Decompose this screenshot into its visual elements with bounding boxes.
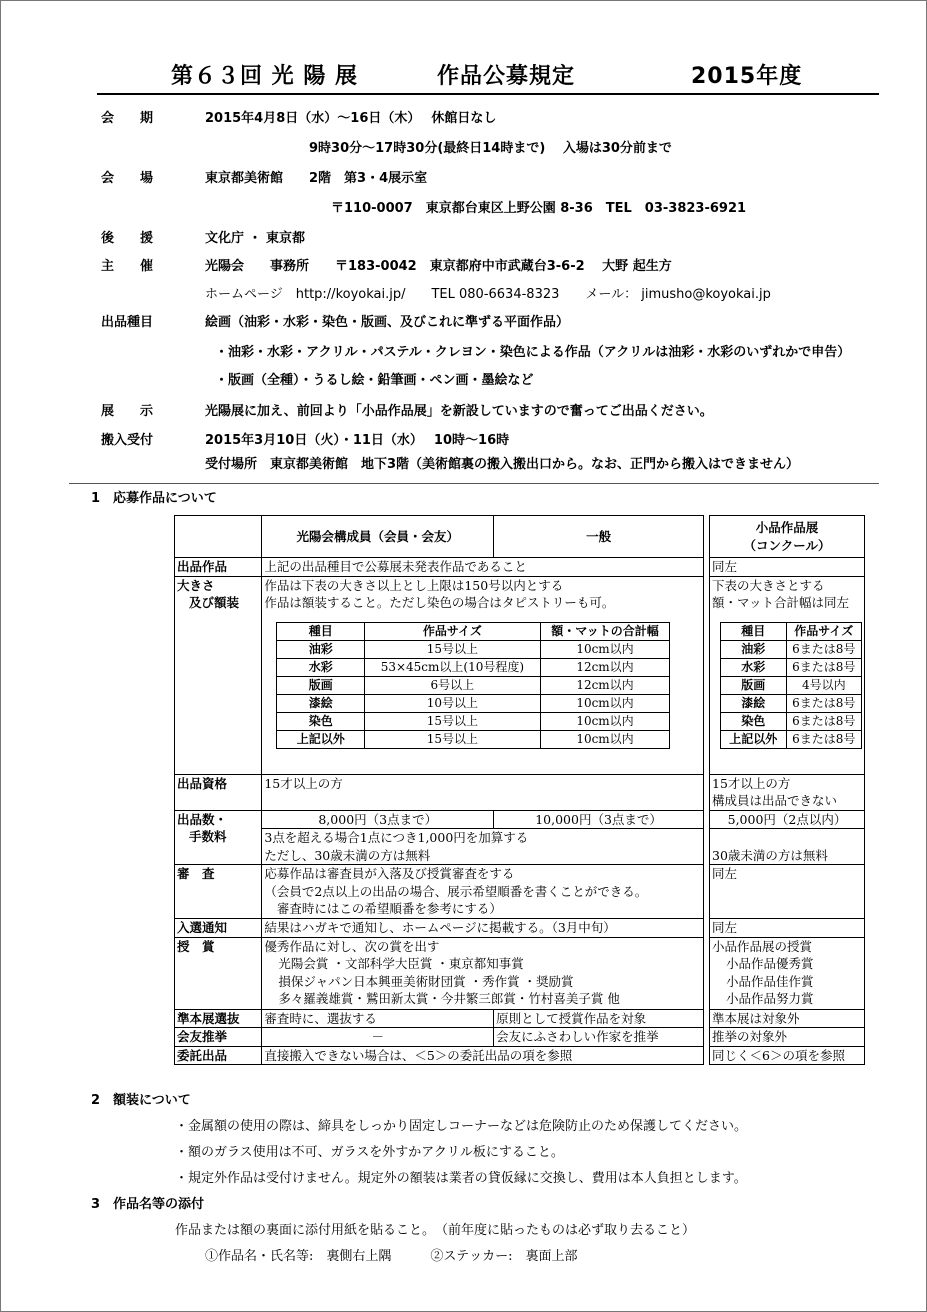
size-label-2: 及び額装 [189,595,240,610]
main-table [174,515,704,1065]
nyusen-text: 結果はハガキで通知し、ホームページに掲載する。（3月中旬） [262,919,704,938]
fiscal-year: 2015年度 [691,64,803,89]
shinsa-text-1: 応募作品は審査員が入落及び授賞審査をする [264,866,515,881]
shinsa-text-3: 審査時にはこの希望順番を参考にする） [264,901,502,916]
section2-line1: ・金属額の使用の際は、締具をしっかり固定しコーナーなどは危険防止のため保護してください。 [175,1119,748,1134]
section3-title: 3 作品名等の添付 [91,1197,205,1212]
small-itaku: 同じく＜6＞の項を参照 [710,1046,865,1065]
small-size-text-2: 額・マット合計幅は同左 [712,595,850,610]
hannyu-line2: 受付場所 東京都美術館 地下3階（美術館裏の搬入搬出口から。なお、正門から搬入はできません） [205,457,800,472]
sub-header-frame: 額・マットの合計幅 [540,622,670,640]
sub-size-cell: 6号以上 [365,676,541,694]
itaku-text: 直接搬入できない場合は、＜5＞の委託出品の項を参照 [262,1046,704,1065]
small-shinsa: 同左 [710,865,865,919]
col-general-header: 一般 [494,516,704,558]
small-type-cell: 染色 [721,712,787,730]
small-type-cell: 漆絵 [721,694,787,712]
small-size-value: 6または8号 [786,712,861,730]
small-jusho [710,937,865,1009]
small-jusho-2: 小品作品優秀賞 [726,956,814,971]
jusho-text-4: 多々羅義雄賞・鷲田新太賞・今井繁三郎賞・竹村喜美子賞 他 [278,991,620,1006]
section-rule [69,483,879,484]
fee-member: 8,000円（3点まで） [262,810,494,829]
section3-line2: ①作品名・氏名等: 裏側右上隅 ②ステッカー: 裏面上部 [205,1249,578,1264]
tenji-label: 展 示 [101,404,154,419]
row-label-size [175,576,262,774]
hannyu-label: 搬入受付 [101,433,154,448]
small-kaiyu: 推挙の対象外 [710,1028,865,1047]
row-label-itaku: 委託出品 [175,1046,262,1065]
shurui-label: 出品種目 [101,315,154,330]
fee-label-1: 出品数・ [177,811,228,827]
jusho-text-2: 光陽会賞 ・文部科学大臣賞 ・東京都知事賞 [278,956,524,971]
small-junhon: 準本展は対象外 [710,1009,865,1028]
small-header-1: 小品作品展 [755,520,819,535]
shusai-line1: 光陽会 事務所 〒183-0042 東京都府中市武蔵台3-6-2 大野 起生方 [205,259,672,274]
small-shikaku [710,774,865,810]
kaiyu-general: 会友にふさわしい作家を推挙 [494,1028,704,1047]
small-shikaku-1: 15才以上の方 [712,775,791,791]
shurui-line1: 絵画（油彩・水彩・染色・版画、及びこれに準ずる平面作品） [205,315,570,330]
small-fee: 5,000円（2点以内） [710,810,865,829]
small-size-text-1: 下表の大きさとする [712,577,825,593]
jusho-text-1: 優秀作品に対し、次の賞を出す [264,938,440,954]
size-text-1: 作品は下表の大きさ以上とし上限は150号以内とする [264,577,564,593]
sub-frame-cell: 10cm以内 [540,712,670,730]
col-member-header: 光陽会構成員（会員・会友） [262,516,494,558]
shusai-label: 主 催 [101,259,154,274]
fee-general: 10,000円（3点まで） [494,810,704,829]
small-nyusen: 同左 [710,919,865,938]
small-sub-header-size: 作品サイズ [786,622,861,640]
fee-label-2: 手数料 [189,829,227,844]
regulation-title: 作品公募規定 [437,64,576,89]
size-text-2: 作品は額装すること。ただし染色の場合はタピストリーも可。 [264,595,615,610]
row-label-shinsa: 審 査 [175,865,262,919]
row-label-jusho: 授 賞 [175,937,262,1009]
kaiki-label: 会 期 [101,111,154,126]
shinsa-cell [262,865,704,919]
sub-size-cell: 15号以上 [365,712,541,730]
sub-size-cell: 53×45cm以上(10号程度) [365,658,541,676]
fee-notes [262,829,704,865]
exhibition-name: 第６３回 光 陽 展 [171,64,358,89]
sub-frame-cell: 10cm以内 [540,640,670,658]
jusho-text-3: 損保ジャパン日本興亜美術財団賞 ・秀作賞 ・奨励賞 [278,973,574,989]
small-size-cell [710,576,865,774]
sub-type-cell: 漆絵 [277,694,365,712]
hannyu-line1: 2015年3月10日（火）・11日（水） 10時～16時 [205,433,510,448]
shuppin-text: 上記の出品種目で公募展未発表作品であること [262,558,704,577]
junhon-general: 原則として授賞作品を対象 [494,1009,704,1028]
sub-frame-cell: 12cm以内 [540,676,670,694]
kaijo-label: 会 場 [101,171,154,186]
small-type-cell: 水彩 [721,658,787,676]
fee-note-2: ただし、30歳未満の方は無料 [264,847,431,863]
sub-frame-cell: 10cm以内 [540,694,670,712]
sub-header-type: 種目 [277,622,365,640]
sub-type-cell: 上記以外 [277,730,365,748]
small-size-value: 6または8号 [786,730,861,748]
small-jusho-3: 小品作品佳作賞 [726,973,814,989]
small-jusho-1: 小品作品展の授賞 [712,938,813,954]
row-label-shuppin: 出品作品 [175,558,262,577]
small-type-cell: 版画 [721,676,787,694]
sub-header-size: 作品サイズ [365,622,541,640]
sub-size-cell: 10号以上 [365,694,541,712]
junhon-member: 審査時に、選抜する [262,1009,494,1028]
koen-value: 文化庁 ・ 東京都 [205,231,306,246]
kaiki-line1: 2015年4月8日（水）～16日（木） 休館日なし [205,111,497,126]
shusai-homepage: ホームページ http://koyokai.jp/ TEL 080-6634-8323 メール： jimusho@koyokai.jp [205,287,771,302]
small-size-value: 6または8号 [786,658,861,676]
small-type-cell: 油彩 [721,640,787,658]
koen-label: 後 援 [101,231,154,246]
row-label-kaiyu: 会友推挙 [175,1028,262,1047]
sub-type-cell: 染色 [277,712,365,730]
jusho-cell [262,937,704,1009]
sub-size-cell: 15号以上 [365,730,541,748]
section3-line1: 作品または額の裏面に添付用紙を貼ること。 （前年度に貼ったものは必ず取り去ること） [175,1223,696,1238]
small-works-table [709,515,865,1065]
shinsa-text-2: （会員で2点以上の出品の場合、展示希望順番を書くことができる。 [264,883,648,899]
kaijo-line2: 〒110-0007 東京都台東区上野公園 8-36 TEL 03-3823-6921 [331,201,747,216]
size-subtable [276,622,670,749]
shurui-line3: ・版画（全種）・うるし絵・鉛筆画・ペン画・墨絵など [215,373,534,388]
fee-note-1: 3点を超える場合1点につき1,000円を加算する [264,830,529,845]
small-size-value: 6または8号 [786,640,861,658]
kaiyu-member: － [262,1028,494,1047]
small-shikaku-2: 構成員は出品できない [712,793,838,808]
small-jusho-4: 小品作品努力賞 [726,991,814,1006]
row-label-nyusen: 入選通知 [175,919,262,938]
sub-type-cell: 油彩 [277,640,365,658]
col-small-header [710,516,865,558]
small-type-cell: 上記以外 [721,730,787,748]
sub-frame-cell: 10cm以内 [540,730,670,748]
small-header-2: （コンクール） [743,537,831,553]
shikaku-text: 15才以上の方 [262,774,704,810]
size-cell [262,576,704,774]
size-label-1: 大きさ [177,577,215,593]
sub-size-cell: 15号以上 [365,640,541,658]
shurui-line2: ・油彩・水彩・アクリル・パステル・クレヨン・染色による作品（アクリルは油彩・水彩のいずれかで申告） [215,345,851,360]
section2-line3: ・規定外作品は受付けません。規定外の額装は業者の貸仮縁に交換し、費用は本人負担とします。 [175,1171,747,1186]
section1-title: 1 応募作品について [91,491,217,506]
kaijo-line1: 東京都美術館 2階 第3・4展示室 [205,171,428,186]
section2-title: 2 額装について [91,1093,191,1108]
row-label-junhon: 準本展選抜 [175,1009,262,1028]
row-label-fee [175,810,262,865]
sub-type-cell: 水彩 [277,658,365,676]
small-size-value: 4号以内 [786,676,861,694]
tenji-value: 光陽展に加え、前回より「小品作品展」を新設していますので奮ってご出品ください。 [205,404,713,419]
small-shuppin: 同左 [710,558,865,577]
row-label-shikaku: 出品資格 [175,774,262,810]
title-rule [97,93,879,95]
document-title [1,59,927,91]
small-sub-header-type: 種目 [721,622,787,640]
kaiki-line2: 9時30分～17時30分(最終日14時まで) 入場は30分前まで [309,141,672,156]
small-size-value: 6または8号 [786,694,861,712]
small-size-subtable [720,622,862,749]
header-blank [175,516,262,558]
section2-line2: ・額のガラス使用は不可、ガラスを外すかアクリル板にすること。 [175,1145,564,1160]
small-fee-note: 30歳未満の方は無料 [710,829,865,865]
sub-type-cell: 版画 [277,676,365,694]
sub-frame-cell: 12cm以内 [540,658,670,676]
